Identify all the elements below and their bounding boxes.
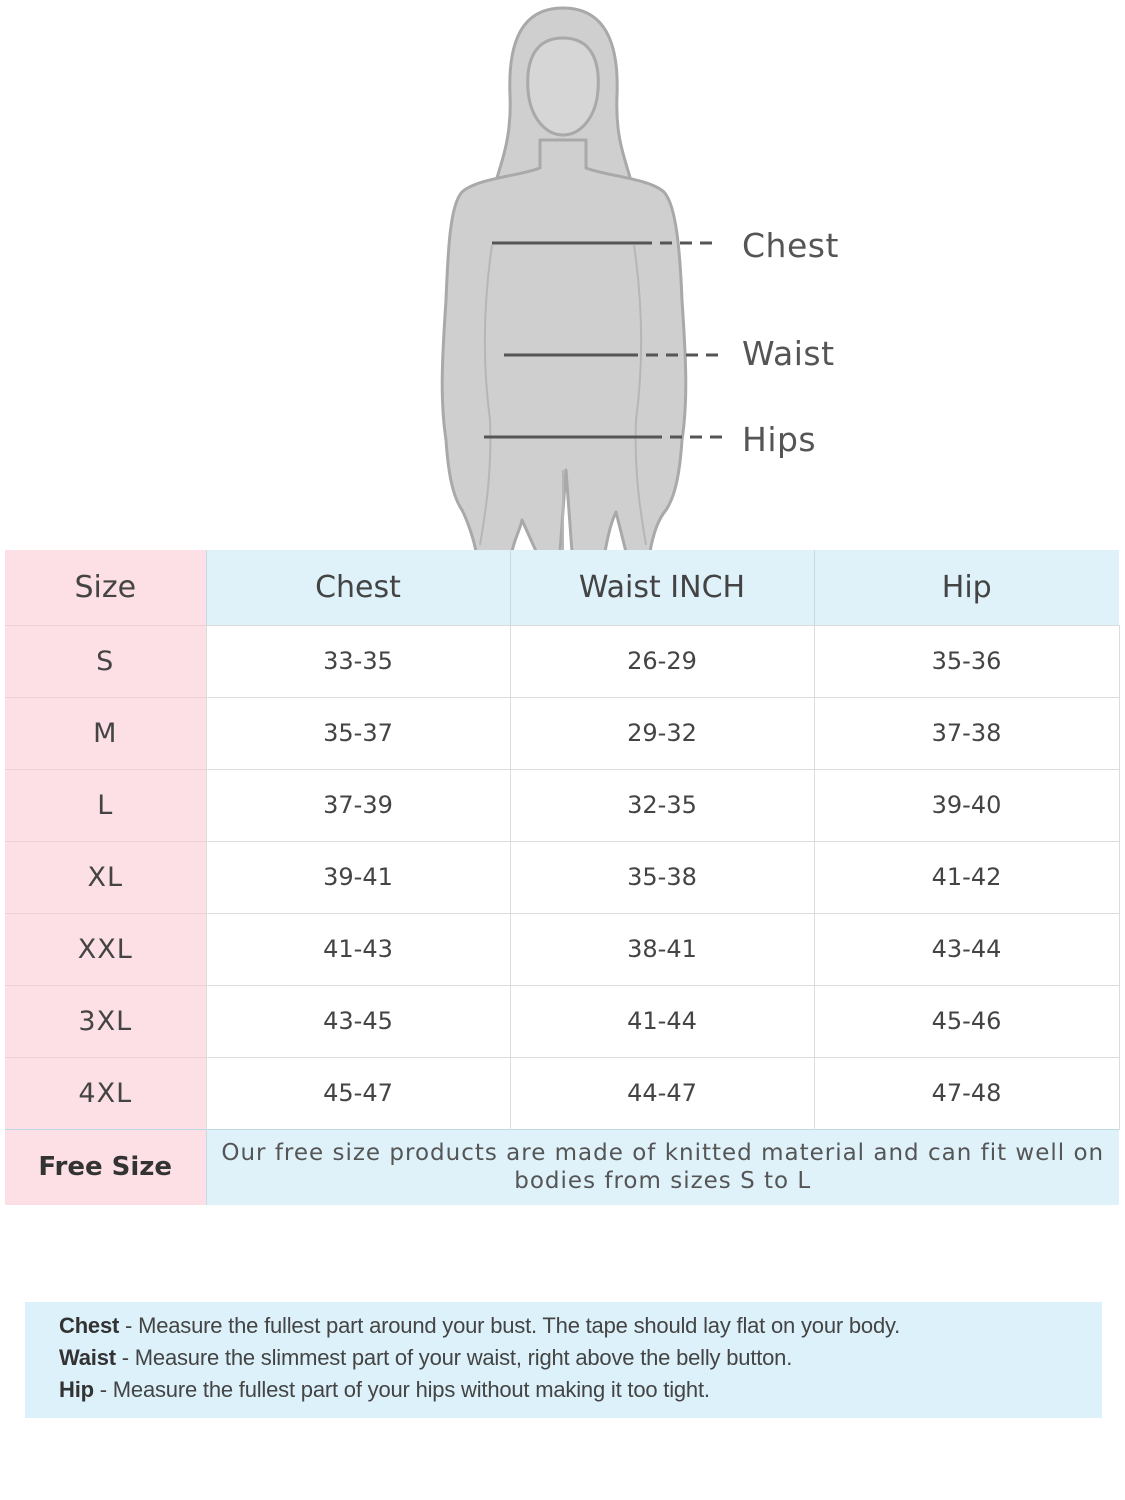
table-row bbox=[5, 841, 1119, 913]
hip-cell: 41-42 bbox=[814, 841, 1119, 913]
waist-cell: 38-41 bbox=[510, 913, 814, 985]
chest-cell: 45-47 bbox=[206, 1057, 510, 1129]
table-row bbox=[5, 1057, 1119, 1129]
chest-cell: 41-43 bbox=[206, 913, 510, 985]
chest-cell: 37-39 bbox=[206, 769, 510, 841]
note-chest bbox=[59, 1310, 1102, 1342]
note-term: Hip bbox=[59, 1377, 94, 1402]
header-chest: Chest bbox=[206, 550, 510, 625]
size-cell: 3XL bbox=[5, 985, 206, 1057]
size-cell: M bbox=[5, 697, 206, 769]
header-hip: Hip bbox=[814, 550, 1119, 625]
table-row bbox=[5, 769, 1119, 841]
table-row bbox=[5, 985, 1119, 1057]
waist-cell: 32-35 bbox=[510, 769, 814, 841]
chest-cell: 43-45 bbox=[206, 985, 510, 1057]
waist-cell: 41-44 bbox=[510, 985, 814, 1057]
header-size: Size bbox=[5, 550, 206, 625]
waist-cell: 29-32 bbox=[510, 697, 814, 769]
waist-cell: 26-29 bbox=[510, 625, 814, 697]
measurement-notes-box bbox=[25, 1302, 1102, 1418]
chest-label: Chest bbox=[742, 226, 839, 265]
note-text: - Measure the fullest part around your bust. The tape should lay flat on your body. bbox=[119, 1313, 901, 1338]
size-cell: XXL bbox=[5, 913, 206, 985]
waist-label: Waist bbox=[742, 334, 835, 373]
hip-cell: 45-46 bbox=[814, 985, 1119, 1057]
body-measurement-figure bbox=[0, 0, 1125, 552]
chest-cell: 33-35 bbox=[206, 625, 510, 697]
hip-cell: 35-36 bbox=[814, 625, 1119, 697]
free-size-label: Free Size bbox=[5, 1129, 206, 1205]
hip-cell: 37-38 bbox=[814, 697, 1119, 769]
silhouette-graphic bbox=[0, 0, 1125, 552]
size-cell: XL bbox=[5, 841, 206, 913]
free-size-note: Our free size products are made of knitted material and can fit well on bodies from sizes S to L bbox=[206, 1129, 1119, 1205]
header-waist: Waist INCH bbox=[510, 550, 814, 625]
note-text: - Measure the slimmest part of your waist, right above the belly button. bbox=[115, 1345, 793, 1370]
chest-cell: 35-37 bbox=[206, 697, 510, 769]
table-row bbox=[5, 913, 1119, 985]
table-header-row bbox=[5, 550, 1119, 625]
size-cell: L bbox=[5, 769, 206, 841]
size-chart-table bbox=[5, 550, 1120, 1205]
note-waist bbox=[59, 1342, 1102, 1374]
note-text: - Measure the fullest part of your hips without making it too tight. bbox=[93, 1377, 710, 1402]
hip-cell: 39-40 bbox=[814, 769, 1119, 841]
hips-label: Hips bbox=[742, 420, 817, 459]
waist-cell: 35-38 bbox=[510, 841, 814, 913]
size-cell: 4XL bbox=[5, 1057, 206, 1129]
free-size-row bbox=[5, 1129, 1119, 1205]
size-cell: S bbox=[5, 625, 206, 697]
note-term: Waist bbox=[59, 1345, 116, 1370]
note-hip bbox=[59, 1374, 1102, 1406]
table-row bbox=[5, 625, 1119, 697]
note-term: Chest bbox=[59, 1313, 120, 1338]
waist-cell: 44-47 bbox=[510, 1057, 814, 1129]
table-row bbox=[5, 697, 1119, 769]
chest-cell: 39-41 bbox=[206, 841, 510, 913]
hip-cell: 43-44 bbox=[814, 913, 1119, 985]
hip-cell: 47-48 bbox=[814, 1057, 1119, 1129]
